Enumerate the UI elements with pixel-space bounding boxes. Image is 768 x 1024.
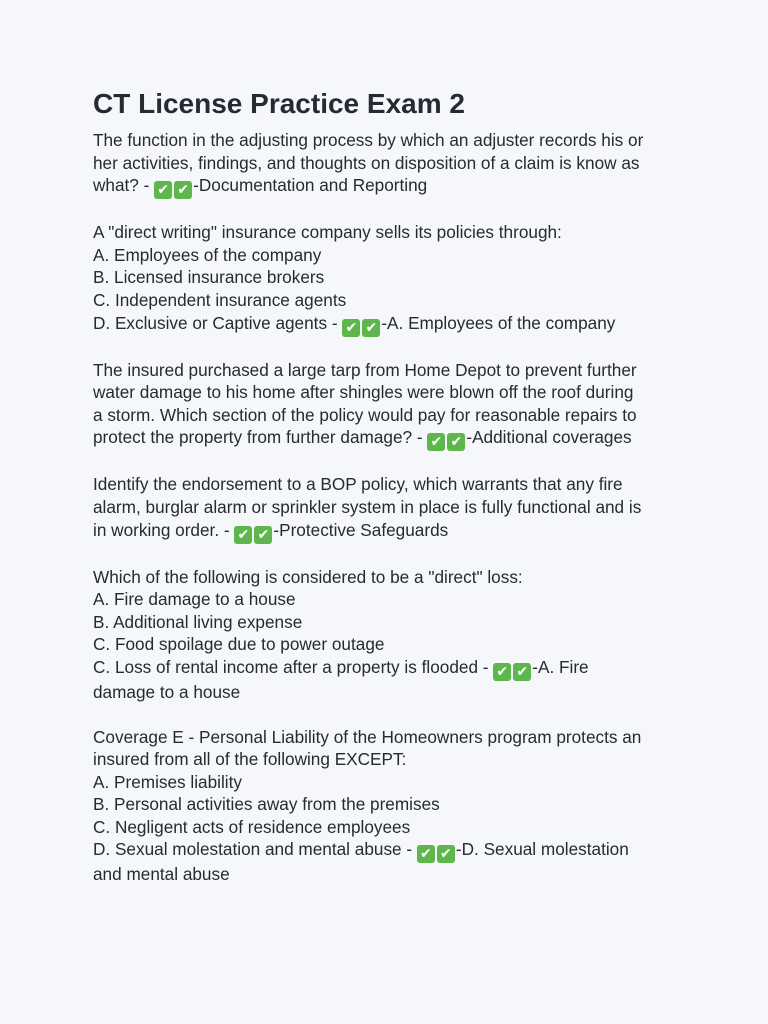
line-text: in working order. - [93,519,235,540]
question-line [93,748,678,771]
answer-text: -A. Employees of the company [381,312,616,333]
line-text: water damage to his home after shingles were blown off the roof during [93,382,634,403]
line-text: her activities, findings, and thoughts on disposition of a claim is know as [93,152,640,173]
line-text: D. Exclusive or Captive agents - [93,312,343,333]
question-line [93,656,678,681]
question-block [93,726,678,887]
question-line [93,174,678,199]
line-text: A. Premises liability [93,771,242,792]
check-mark-icon: ✔ [417,845,435,863]
question-line [93,473,678,496]
answer-text: -Protective Safeguards [273,519,449,540]
line-text: protect the property from further damage? - [93,427,428,448]
check-mark-icon: ✔ [154,181,172,199]
line-text: The insured purchased a large tarp from Home Depot to prevent further [93,359,637,380]
answer-text: -Additional coverages [466,427,632,448]
line-text: and mental abuse [93,864,230,885]
line-text: Which of the following is considered to be a "direct" loss: [93,566,523,587]
question-line [93,289,678,312]
question-block [93,566,678,704]
question-line [93,152,678,175]
line-text: The function in the adjusting process by which an adjuster records his or [93,130,644,150]
line-text: Identify the endorsement to a BOP policy, which warrants that any fire [93,474,623,495]
question-line [93,726,678,749]
check-mark-icon: ✔ [493,663,511,681]
question-block [93,359,678,452]
check-mark-icon: ✔ [447,433,465,451]
question-line [93,381,678,404]
question-list [93,129,678,886]
question-line [93,359,678,382]
page-title: CT License Practice Exam 2 [93,88,465,119]
line-text: A. Employees of the company [93,244,322,265]
line-text: C. Negligent acts of residence employees [93,816,411,837]
question-block [93,221,678,336]
question-line [93,312,678,337]
question-line [93,588,678,611]
check-mark-icon: ✔ [362,319,380,337]
line-text: A. Fire damage to a house [93,589,296,610]
question-line [93,221,678,244]
line-text: B. Additional living expense [93,611,303,632]
question-line [93,771,678,794]
check-mark-icon: ✔ [342,319,360,337]
question-line [93,426,678,451]
question-line [93,496,678,519]
question-line [93,793,678,816]
line-text: what? - [93,175,155,196]
question-block [93,473,678,543]
answer-text: -A. Fire [532,656,589,677]
line-text: A "direct writing" insurance company sells its policies through: [93,222,562,243]
check-mark-icon: ✔ [254,526,272,544]
line-text: D. Sexual molestation and mental abuse - [93,839,417,860]
question-line [93,244,678,267]
answer-text: -Documentation and Reporting [193,175,428,196]
question-line [93,633,678,656]
check-mark-icon: ✔ [437,845,455,863]
question-line [93,129,678,152]
question-line [93,519,678,544]
check-mark-icon: ✔ [427,433,445,451]
line-text: B. Licensed insurance brokers [93,267,325,288]
question-line [93,404,678,427]
question-block [93,129,678,199]
question-line [93,816,678,839]
question-line [93,266,678,289]
line-text: damage to a house [93,681,241,702]
question-line [93,863,678,886]
line-text: C. Loss of rental income after a property is flooded - [93,656,494,677]
line-text: insured from all of the following EXCEPT: [93,749,407,770]
line-text: B. Personal activities away from the premises [93,794,440,815]
line-text: C. Food spoilage due to power outage [93,634,385,655]
line-text: alarm, burglar alarm or sprinkler system in place is fully functional and is [93,496,642,517]
check-mark-icon: ✔ [234,526,252,544]
line-text: a storm. Which section of the policy would pay for reasonable repairs to [93,404,637,425]
line-text: Coverage E - Personal Liability of the Homeowners program protects an [93,726,642,747]
question-line [93,838,678,863]
line-text: C. Independent insurance agents [93,289,347,310]
answer-text: -D. Sexual molestation [455,839,629,860]
question-line [93,566,678,589]
question-line [93,681,678,704]
question-line [93,611,678,634]
check-mark-icon: ✔ [513,663,531,681]
check-mark-icon: ✔ [174,181,192,199]
